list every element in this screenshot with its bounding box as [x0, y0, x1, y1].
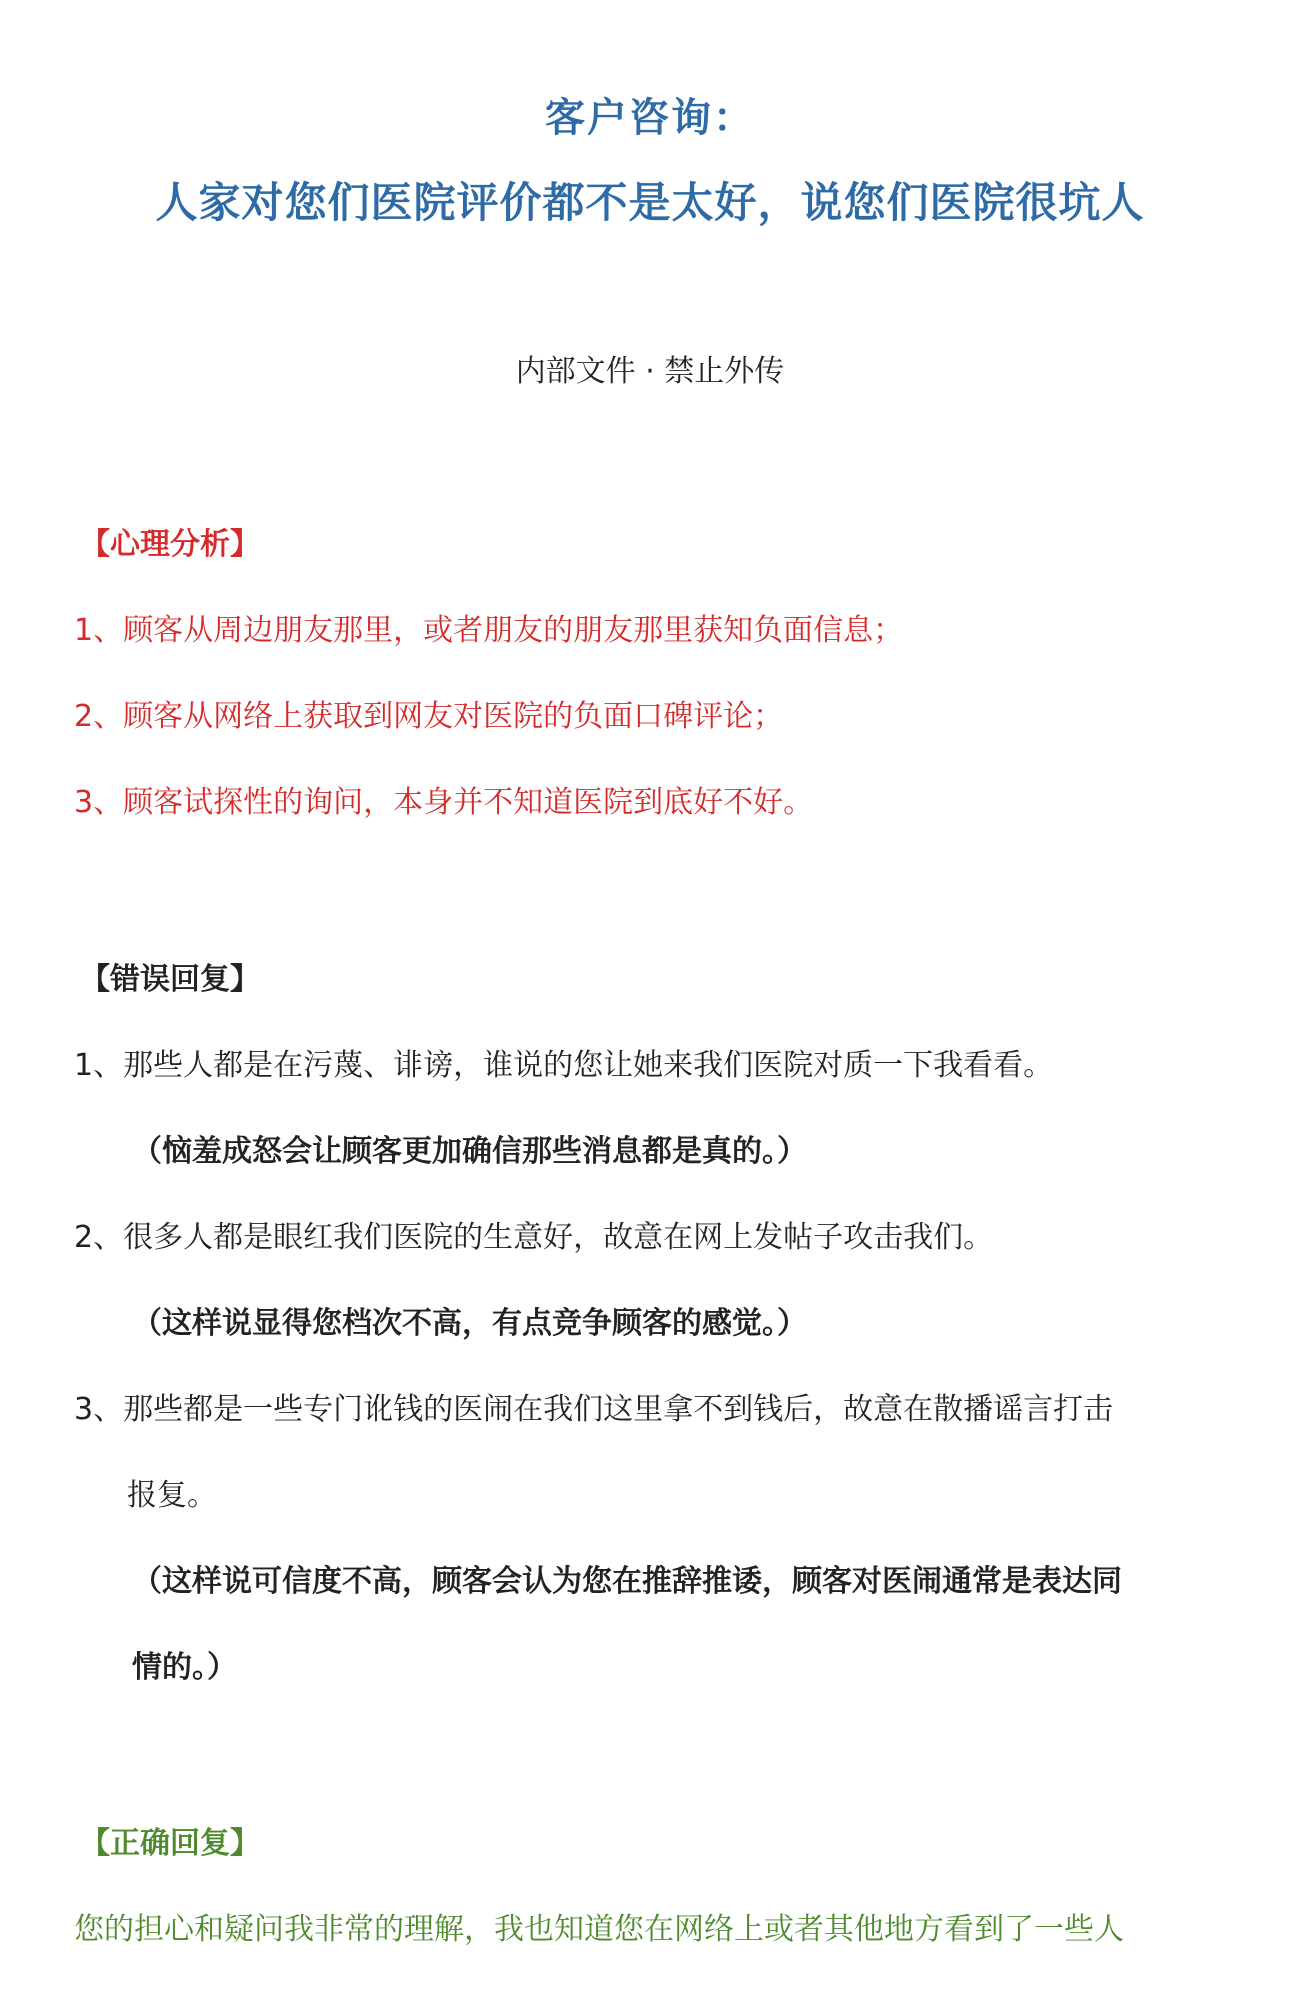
title-line-1: 客户咨询： [545, 95, 755, 141]
section-heading-analysis: 【心理分析】 [80, 527, 260, 562]
section-correct-reply [74, 1822, 1234, 1952]
wrong-note-2: （这样说显得您档次不高，有点竞争顾客的感觉。） [132, 1306, 807, 1341]
wrong-item-3-line-2: 报复。 [127, 1478, 217, 1513]
confidential-subtitle: 内部文件 · 禁止外传 [515, 354, 785, 389]
document-title [0, 90, 1300, 232]
section-heading-wrong: 【错误回复】 [80, 962, 260, 997]
title-line-2: 人家对您们医院评价都不是太好，说您们医院很坑人 [155, 178, 1145, 227]
wrong-note-1: （恼羞成怒会让顾客更加确信那些消息都是真的。） [132, 1134, 807, 1169]
correct-text-line-1: 您的担心和疑问我非常的理解，我也知道您在网络上或者其他地方看到了一些人 [74, 1912, 1124, 1947]
wrong-item-1: 1、那些人都是在污蔑、诽谤，谁说的您让她来我们医院对质一下我看看。 [74, 1048, 1054, 1083]
wrong-note-3-line-2: 情的。） [132, 1650, 237, 1685]
analysis-item-2: 2、顾客从网络上获取到网友对医院的负面口碑评论； [74, 699, 784, 734]
analysis-item-3: 3、顾客试探性的询问，本身并不知道医院到底好不好。 [74, 785, 814, 820]
wrong-item-2: 2、很多人都是眼红我们医院的生意好，故意在网上发帖子攻击我们。 [74, 1220, 994, 1255]
section-psychological-analysis [74, 523, 1234, 825]
section-wrong-reply [74, 958, 1234, 1690]
wrong-note-3-line-1: （这样说可信度不高，顾客会认为您在推辞推诿，顾客对医闹通常是表达同 [132, 1564, 1122, 1599]
wrong-item-3-line-1: 3、那些都是一些专门讹钱的医闹在我们这里拿不到钱后，故意在散播谣言打击 [74, 1392, 1114, 1427]
analysis-item-1: 1、顾客从周边朋友那里，或者朋友的朋友那里获知负面信息； [74, 613, 904, 648]
section-heading-correct: 【正确回复】 [80, 1826, 260, 1861]
